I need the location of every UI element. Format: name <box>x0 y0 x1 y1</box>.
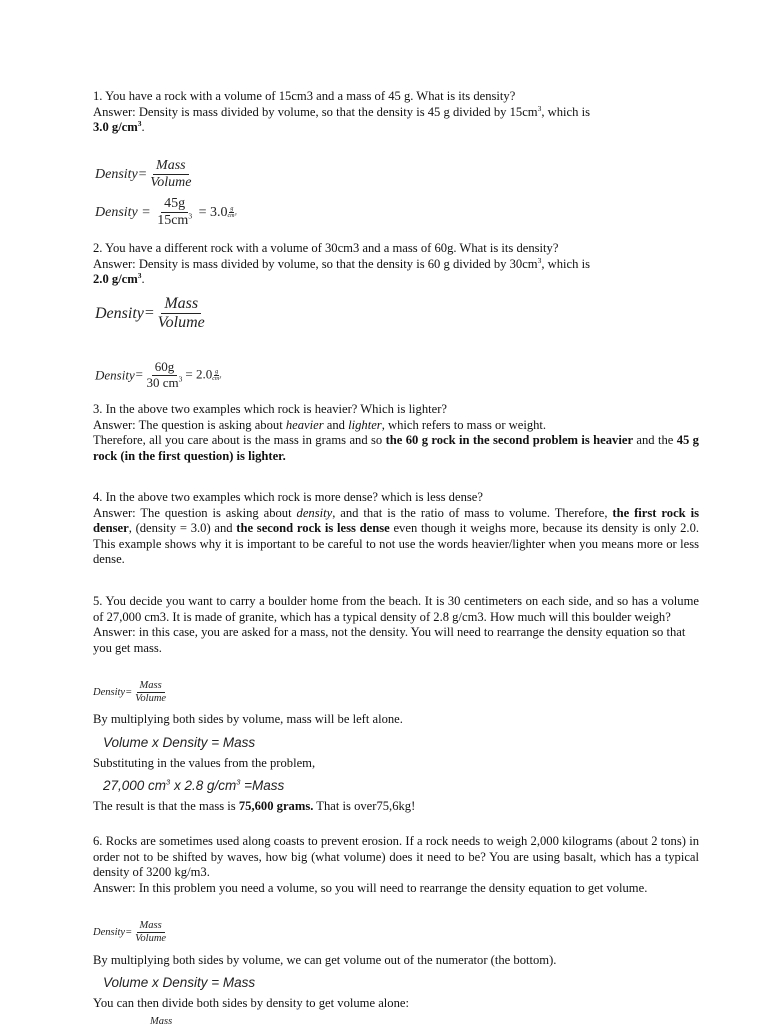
answer-text: Answer: In this problem you need a volume, so you will need to rearrange the density equation to get volume. <box>93 880 648 895</box>
volume-density-mass-equation: Volume x Density = Mass <box>103 735 256 750</box>
answer-result: 3.0 $g/cm^3$. <box>93 119 145 135</box>
question-text: 2. You have a different rock with a volume of 30cm3 and a mass of 60g. What is its density? <box>93 241 559 255</box>
density-formula-1: Density= $\frac{\text{Mass}}{\text{Volume}}$ <box>95 158 192 191</box>
density-formula-5: Density= $\frac{\text{Mass}}{\text{Volume}}$ <box>93 680 167 705</box>
question-text: 6. Rocks are sometimes used along coasts to prevent erosion. If a rock needs to weigh 2,000 kilograms (about 2 tons) in order not to be shifted by waves, how big (what volume) does it need to be? You are using basalt, which has a typical density of 3200 kg/m3. <box>93 834 699 880</box>
density-calc-2: Density= $\frac{60g}{30 cm^3}$ = 2.0 $\frac{g}{\text{cm³}}$ <box>95 359 222 390</box>
answer-text: Answer: in this case, you are asked for a mass, not the density. You will need to rearrange the density equation so that you get mass. <box>93 625 686 655</box>
answer-conclusion: Therefore, all you care about is the mass in grams and so the 60 g rock in the second problem is heavier and the 45 g rock (in the first question) is lighter. <box>93 433 699 463</box>
step-substitute: Substituting in the values from the problem, <box>93 756 316 770</box>
question-2 <box>93 241 699 288</box>
step-divide: You can then divide both sides by density to get volume alone: <box>93 996 409 1010</box>
step-multiply: By multiplying both sides by volume, mass will be left alone. <box>93 712 403 726</box>
density-formula-2: Density= $\frac{\text{Mass}}{\text{Volume}}$ <box>95 295 205 332</box>
answer-result: 2.0 $g/cm^3$. <box>93 271 145 287</box>
density-calc-1: Density = $\frac{45g}{15cm^3}$ = 3.0 $\frac{g}{\text{cm³}}$ <box>95 196 237 229</box>
question-text: 3. In the above two examples which rock is heavier? Which is lighter? <box>93 402 448 416</box>
result-text: The result is that the mass is 75,600 grams. That is over75,6kg! <box>93 799 416 813</box>
answer-text: Answer: The question is asking about heavier and lighter, which refers to mass or weight. <box>93 417 547 432</box>
answer-text: Answer: Density is mass divided by volume, so that the density is 60 g divided by $30cm^3$, which is <box>93 255 590 271</box>
question-text: 5. You decide you want to carry a boulder home from the beach. It is 30 centimeters on each side, and so has a volume of 27,000 cm3. It is made of granite, which has a typical density of 2.8 g/cm3. How much will this boulder weigh? <box>93 594 699 624</box>
answer-text: Answer: The question is asking about density, and that is the ratio of mass to volume. Therefore, the first rock is denser, (density = 3.0) and the second rock is less dense even though it weighs more, because its density is only 2.0. This example shows why it is important to be careful to not use the words heavier/lighter when you means more or less dense. <box>93 505 700 567</box>
substituted-equation: 27,000 $cm^3$ x 2.8 $g/cm^3$ =Mass <box>103 777 285 793</box>
question-4 <box>93 490 699 568</box>
question-text: 1. You have a rock with a volume of 15cm3 and a mass of 45 g. What is its density? <box>93 89 516 103</box>
volume-density-mass-equation: Volume x Density = Mass <box>103 975 256 990</box>
answer-text: Answer: Density is mass divided by volume, so that the density is 45 g divided by $15cm^3$, which is <box>93 103 590 119</box>
question-3 <box>93 402 699 464</box>
question-6 <box>93 834 699 896</box>
question-5 <box>93 594 699 656</box>
step-multiply: By multiplying both sides by volume, we can get volume out of the numerator (the bottom). <box>93 953 557 967</box>
partial-formula: Mass <box>150 1016 173 1027</box>
question-text: 4. In the above two examples which rock is more dense? which is less dense? <box>93 490 483 504</box>
question-1 <box>93 89 699 136</box>
density-formula-6: Density= $\frac{\text{Mass}}{\text{Volume}}$ <box>93 920 167 945</box>
